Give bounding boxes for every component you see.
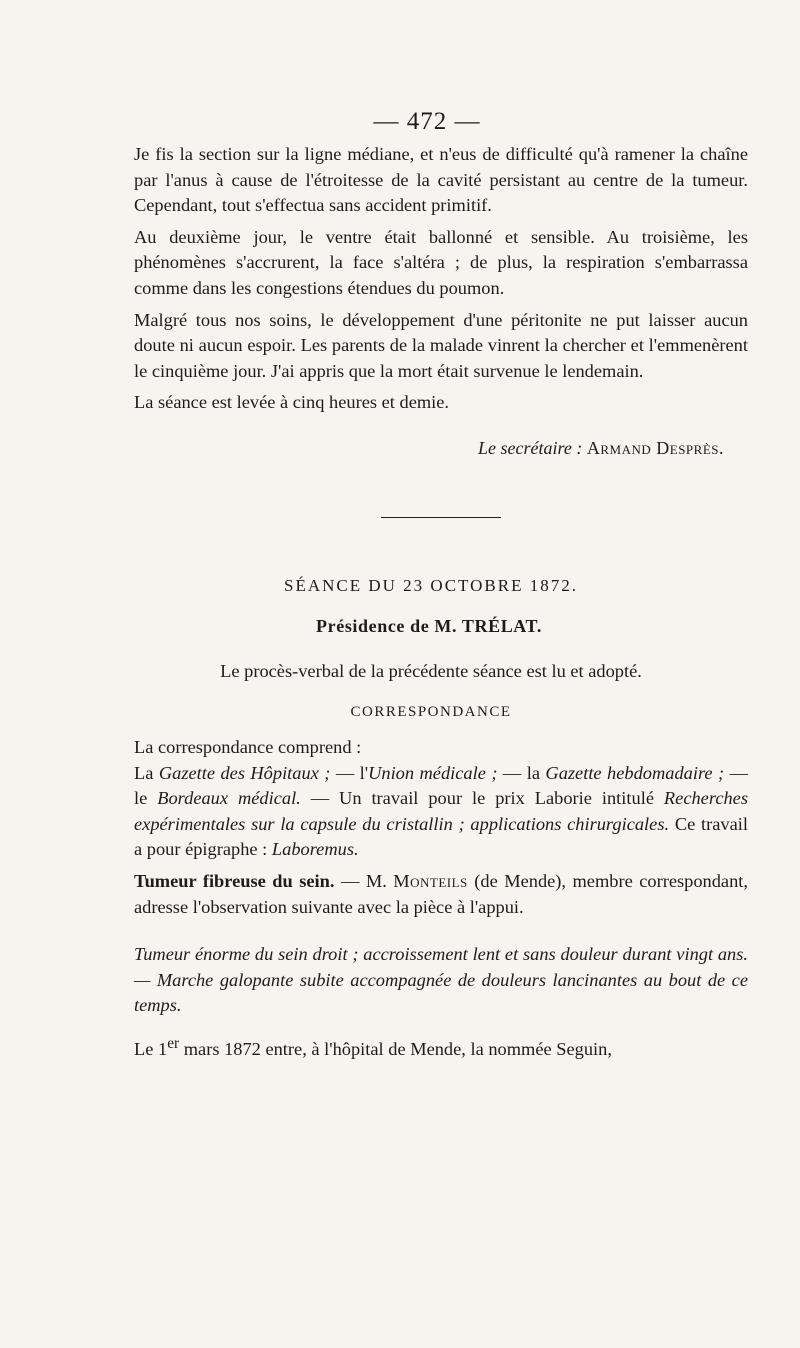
author-name: Monteils	[393, 870, 468, 891]
paragraph-malgre-nos-soins: Malgré tous nos soins, le développement d'une péritonite ne put laisser aucun doute ni aucun espoir. Les parents de la malade vinrent la chercher et l'emmenèrent le cinquième jour. J'ai appris que la mort était survenue le lendemain.	[134, 309, 748, 381]
correspondance-intro: La correspondance comprend :	[134, 736, 362, 757]
secretary-name: Armand Desprès.	[586, 437, 724, 458]
secretary-signature	[134, 438, 724, 459]
correspondance-items: La Gazette des Hôpitaux ; — l'Union médicale ; — la Gazette hebdomadaire ; — le Bordeaux médical. — Un travail pour le prix Laborie intitulé Recherches expérimentales sur la capsule du cristallin ; applications chirurgicales. Ce travail a pour épigraphe : Laboremus.	[134, 762, 748, 860]
secretary-role: Le secrétaire :	[478, 437, 583, 458]
section-divider	[381, 517, 501, 518]
paragraph-seance-levee: La séance est levée à cinq heures et demie.	[134, 392, 450, 413]
seance-title: SÉANCE DU 23 OCTOBRE 1872.	[284, 575, 578, 595]
page-number: — 472 —	[373, 108, 481, 135]
observation-first-line: Le 1er mars 1872 entre, à l'hôpital de Mende, la nommée Seguin,	[134, 1034, 612, 1059]
observation-title: Tumeur énorme du sein droit ; accroissement lent et sans douleur durant vingt ans. — Marche galopante subite accompagnée de douleurs lancinantes au bout de ce temps.	[134, 944, 748, 1016]
presidence-heading: Présidence de M. TRÉLAT.	[316, 615, 542, 636]
paragraph-section-mediane: Je fis la section sur la ligne médiane, et n'eus de difficulté qu'à ramener la chaîne par l'anus à cause de l'étroitesse de la cavité persistant au centre de la tumeur. Cependant, tout s'effectua sans accident primitif.	[134, 144, 748, 216]
tumeur-heading: Tumeur fibreuse du sein.	[134, 870, 335, 891]
correspondance-heading: CORRESPONDANCE	[350, 703, 512, 720]
paragraph-deuxieme-jour: Au deuxième jour, le ventre était ballonné et sensible. Au troisième, les phénomènes s'accrurent, la face s'altéra ; de plus, la respiration s'embarrassa comme dans les congestions étendues du poumon.	[134, 226, 748, 298]
tumeur-fibreuse-paragraph: Tumeur fibreuse du sein. — M. Monteils (de Mende), membre correspondant, adresse l'observation suivante avec la pièce à l'appui.	[134, 870, 748, 917]
proces-verbal-line: Le procès-verbal de la précédente séance est lu et adopté.	[220, 660, 642, 681]
